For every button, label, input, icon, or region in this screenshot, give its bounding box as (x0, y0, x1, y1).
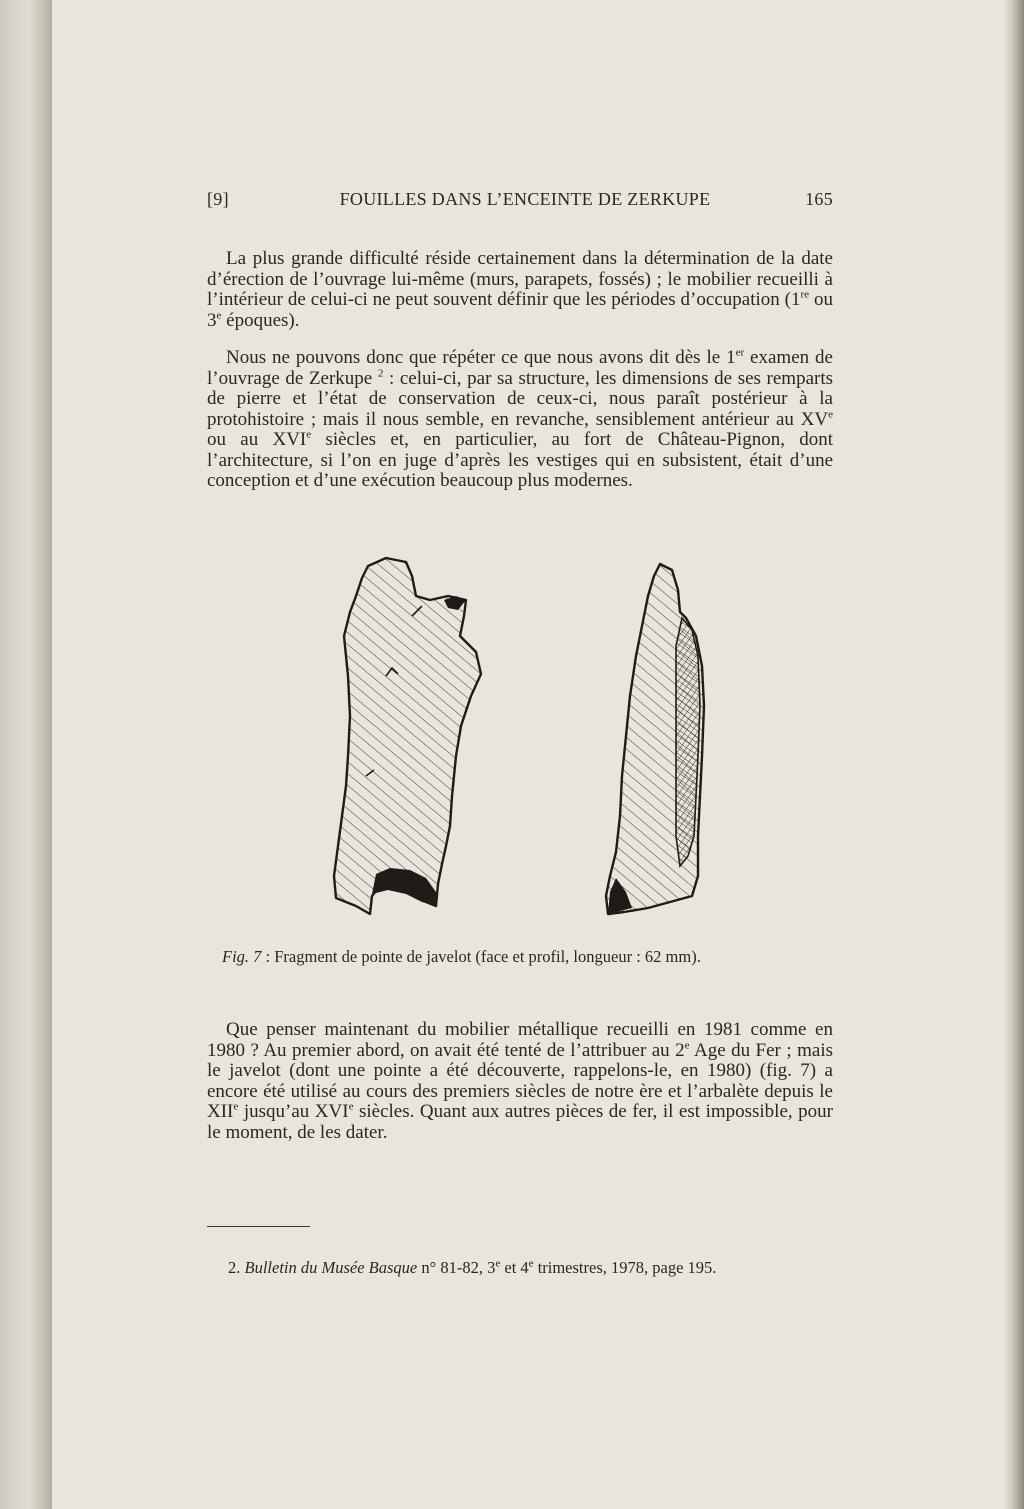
superscript: e (495, 1257, 501, 1270)
book-gutter (0, 0, 52, 1509)
text-run: n° 81-82, 3 (417, 1258, 496, 1277)
superscript: er (735, 346, 745, 359)
superscript: e (828, 408, 833, 421)
text-run: La plus grande difficulté réside certainement dans la détermination de la date d’érection de l’ouvrage lui-même (murs, parapets, fossés) ; le mobilier recueilli à l’intérieur de celui-ci ne peut souvent définir que les périodes d’occupation (1 (207, 248, 833, 310)
text-run: époques). (221, 309, 300, 331)
section-number: [9] (207, 189, 229, 209)
caption-text: : Fragment de pointe de javelot (face et profil, longueur : 62 mm). (261, 947, 701, 966)
journal-title: Bulletin du Musée Basque (244, 1258, 418, 1277)
figure-label: Fig. 7 (222, 947, 262, 966)
text-run: Nous ne pouvons donc que répéter ce que nous avons dit dès le 1 (226, 347, 736, 368)
text-run: jusqu’au XVI (238, 1101, 349, 1122)
superscript: e (684, 1039, 690, 1052)
page-number: 165 (805, 189, 833, 209)
text-run: examen de l’ouvrage de Zerkupe (207, 347, 833, 389)
javelin-point-drawing (326, 556, 716, 924)
page-edge-shadow (990, 0, 1024, 1509)
footnote-2 (228, 1258, 833, 1278)
footnote-reference[interactable]: 2 (377, 367, 384, 380)
javelin-face-view (334, 558, 481, 914)
superscript: e (306, 428, 312, 441)
text-run: : celui-ci, par sa structure, les dimensions de ses remparts de pierre et l’état de conservation de ceux-ci, nous paraît postérieur à la protohistoire ; mais il nous semble, en revanche, sensiblement antérieur au XV (207, 367, 833, 430)
superscript: re (800, 288, 810, 301)
text-run: Age du Fer ; mais le javelot (dont une pointe a été découverte, rappelons-le, en 1980) (fig. 7) a encore été utilisé au cours des premiers siècles de notre ère et l’arbalète depuis le XII (207, 1039, 833, 1122)
superscript: e (348, 1100, 354, 1113)
face-outline (334, 558, 481, 914)
text-run: ou au XVI (207, 429, 307, 450)
paragraph-zerkupe-examination (207, 348, 833, 492)
text-run: siècles et, en particulier, au fort de Château-Pignon, dont l’architecture, si l’on en juge d’après les vestiges qui en subsistent, était d’une conception et d’une exécution beaucoup plus modernes. (207, 429, 833, 491)
footnote-separator (207, 1226, 310, 1227)
paragraph-metal-finds (207, 1020, 833, 1143)
text-run: ou 3 (207, 289, 834, 331)
text-run: siècles. Quant aux autres pièces de fer, il est impossible, pour le moment, de les dater. (207, 1101, 834, 1143)
running-header (207, 189, 833, 211)
javelin-profile-view (606, 564, 704, 914)
text-run: Que penser maintenant du mobilier métallique recueilli en 1981 comme en 1980 ? Au premier abord, on avait été tenté de l’attribuer au 2 (207, 1019, 833, 1061)
superscript: e (233, 1100, 239, 1113)
figure-caption (222, 947, 812, 967)
superscript: e (216, 309, 222, 322)
paragraph-dating-difficulty (207, 249, 833, 331)
footnote-number: 2. (228, 1258, 241, 1277)
text-run: et 4 (500, 1258, 529, 1277)
superscript: e (528, 1257, 534, 1270)
running-title: FOUILLES DANS L’ENCEINTE DE ZERKUPE (339, 189, 711, 209)
text-run: trimestres, 1978, page 195. (533, 1258, 717, 1277)
